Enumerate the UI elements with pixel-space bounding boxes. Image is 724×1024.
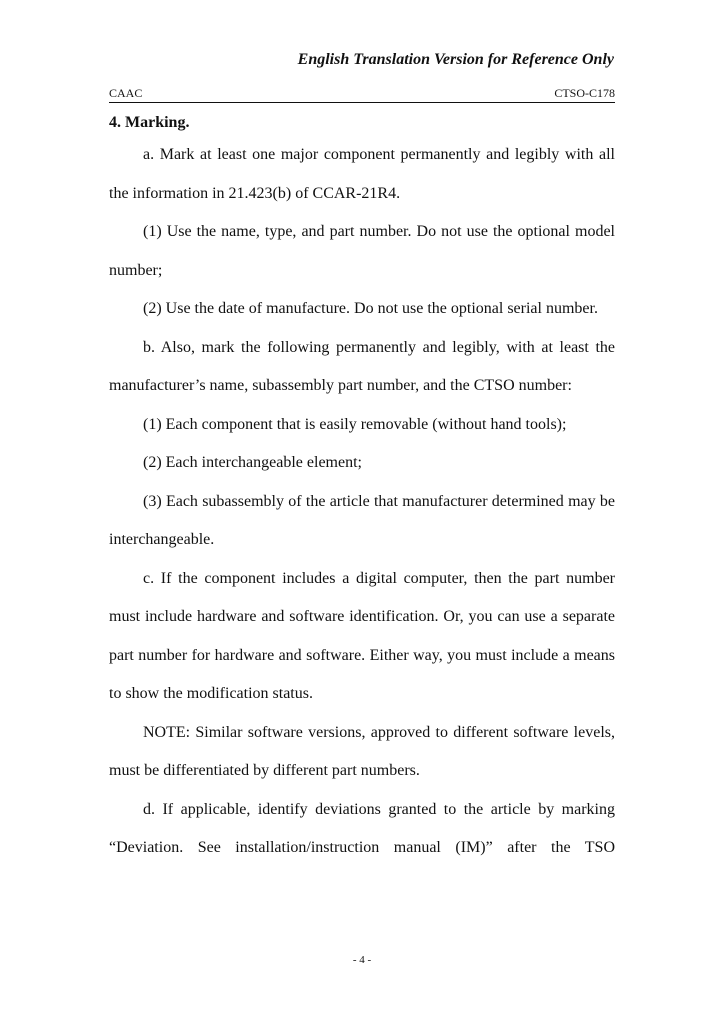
header-doc-id: CTSO-C178: [554, 86, 615, 100]
translation-banner: English Translation Version for Reference Only: [297, 51, 614, 68]
paragraph-d: d. If applicable, identify deviations granted to the article by marking “Deviation. See installation/instruction manual (IM)” after the TSO: [109, 800, 615, 856]
running-header: [109, 86, 615, 103]
paragraph-a1: (1) Use the name, type, and part number. Do not use the optional model number;: [109, 223, 615, 279]
paragraph-b3: (3) Each subassembly of the article that manufacturer determined may be interchangeable.: [109, 492, 615, 548]
paragraph-b2: (2) Each interchangeable element;: [143, 454, 362, 471]
paragraph-b1: (1) Each component that is easily removable (without hand tools);: [143, 415, 567, 433]
document-body: [109, 110, 615, 868]
paragraph-a: a. Mark at least one major component permanently and legibly with all the information in 21.423(b) of CCAR-21R4.: [109, 146, 615, 202]
paragraph-note: NOTE: Similar software versions, approved to different software levels, must be differentiated by different part numbers.: [109, 723, 615, 779]
section-heading: 4. Marking.: [109, 114, 190, 131]
page-number: - 4 -: [352, 954, 372, 966]
paragraph-a2: (2) Use the date of manufacture. Do not use the optional serial number.: [143, 300, 598, 317]
paragraph-c: c. If the component includes a digital computer, then the part number must include hardware and software identification. Or, you can use a separate part number for hardware and software. Either way, you must include a means to show the modification status.: [109, 569, 615, 702]
header-org: CAAC: [109, 86, 143, 100]
paragraph-b: b. Also, mark the following permanently and legibly, with at least the manufacturer’s name, subassembly part number, and the CTSO number:: [109, 338, 615, 394]
